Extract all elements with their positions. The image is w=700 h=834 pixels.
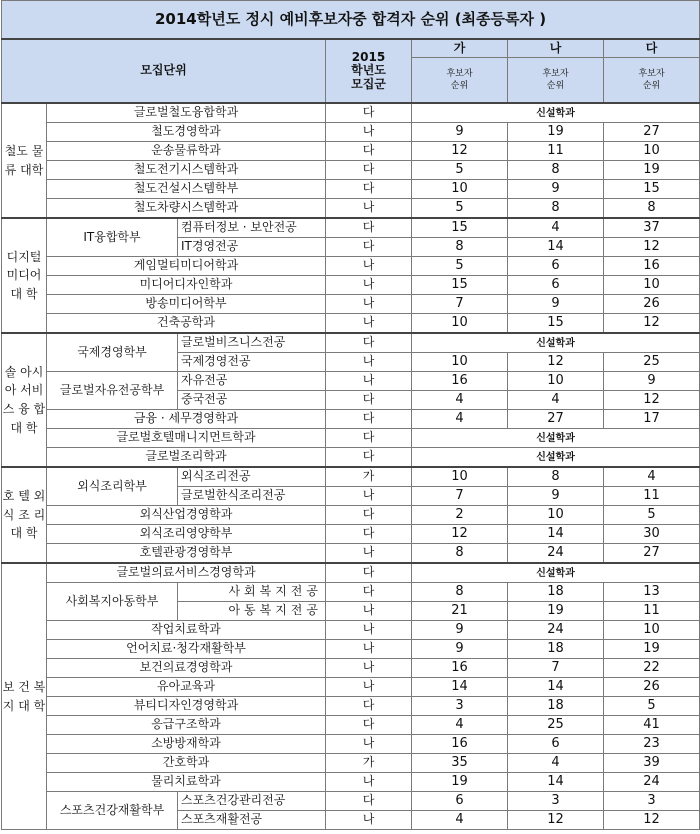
rank-ga: 8 bbox=[412, 544, 508, 564]
gun-cell: 다 bbox=[326, 448, 412, 468]
header-da-sub bbox=[604, 58, 700, 104]
unit-name: 언어치료·청각재활학부 bbox=[47, 640, 326, 659]
rank-ga: 16 bbox=[412, 659, 508, 678]
rank-na: 6 bbox=[508, 276, 604, 295]
rank-ga: 5 bbox=[412, 161, 508, 180]
header-gun bbox=[326, 39, 412, 103]
rank-ga: 5 bbox=[412, 257, 508, 276]
gun-cell: 다 bbox=[326, 716, 412, 735]
gun-cell: 다 bbox=[326, 391, 412, 410]
table-row bbox=[2, 697, 700, 716]
rank-na: 24 bbox=[508, 544, 604, 564]
unit-name: 철도차량시스템학과 bbox=[47, 199, 326, 219]
unit-name: 미디어디자인학과 bbox=[47, 276, 326, 295]
rank-ga: 4 bbox=[412, 716, 508, 735]
unit-name: 철도경영학과 bbox=[47, 123, 326, 142]
table-row bbox=[2, 429, 700, 448]
rank-da: 11 bbox=[604, 602, 700, 621]
rank-da: 30 bbox=[604, 525, 700, 544]
header-da-sub-line1: 후보자 bbox=[638, 68, 665, 79]
unit-name: 글로벌호텔매니지먼트학과 bbox=[47, 429, 326, 448]
new-dept-label: 신설학과 bbox=[412, 563, 700, 583]
unit-name: 국제경영전공 bbox=[178, 353, 326, 372]
rank-na: 27 bbox=[508, 410, 604, 429]
rank-na: 19 bbox=[508, 123, 604, 142]
gun-cell: 나 bbox=[326, 544, 412, 564]
rank-na: 12 bbox=[508, 811, 604, 830]
table-title: 2014학년도 정시 예비후보자중 합격자 순위 (최종등록자 ) bbox=[2, 1, 700, 40]
rank-ga: 4 bbox=[412, 410, 508, 429]
header-unit: 모집단위 bbox=[2, 39, 326, 103]
rank-da: 19 bbox=[604, 161, 700, 180]
rank-na: 15 bbox=[508, 314, 604, 334]
rank-ga: 16 bbox=[412, 372, 508, 391]
header-da-sub-line2: 순위 bbox=[642, 81, 661, 91]
table-row bbox=[2, 773, 700, 792]
rank-da: 25 bbox=[604, 353, 700, 372]
gun-cell: 나 bbox=[326, 659, 412, 678]
gun-cell: 나 bbox=[326, 678, 412, 697]
rank-da: 27 bbox=[604, 544, 700, 564]
unit-name: 중국전공 bbox=[178, 391, 326, 410]
header-ga-sub bbox=[412, 58, 508, 104]
college-hotel: 호 텔 외 식 조 리 대 학 bbox=[2, 467, 47, 563]
unit-name: 글로벌철도융합학과 bbox=[47, 103, 326, 123]
rank-ga: 10 bbox=[412, 314, 508, 334]
header-ga-sub-line2: 순위 bbox=[450, 81, 469, 91]
table-row bbox=[2, 583, 700, 602]
rank-da: 3 bbox=[604, 792, 700, 811]
rank-ga: 10 bbox=[412, 180, 508, 199]
rank-da: 23 bbox=[604, 735, 700, 754]
rank-ga: 21 bbox=[412, 602, 508, 621]
rank-da: 4 bbox=[604, 467, 700, 487]
group-name: 국제경영학부 bbox=[47, 333, 178, 372]
rank-ga: 2 bbox=[412, 506, 508, 525]
rank-da: 12 bbox=[604, 391, 700, 410]
unit-name: 아동복지전공 bbox=[178, 602, 326, 621]
rank-da: 24 bbox=[604, 773, 700, 792]
header-da: 다 bbox=[604, 39, 700, 58]
gun-cell: 나 bbox=[326, 314, 412, 334]
gun-cell: 나 bbox=[326, 276, 412, 295]
table-row bbox=[2, 218, 700, 238]
gun-cell: 나 bbox=[326, 811, 412, 830]
rank-ga: 9 bbox=[412, 123, 508, 142]
header-na-sub-line1: 후보자 bbox=[542, 68, 569, 79]
rank-ga: 9 bbox=[412, 621, 508, 640]
unit-name: 컴퓨터정보 · 보안전공 bbox=[178, 218, 326, 238]
rank-na: 9 bbox=[508, 295, 604, 314]
rank-ga: 8 bbox=[412, 583, 508, 602]
rank-da: 12 bbox=[604, 314, 700, 334]
rank-ga: 10 bbox=[412, 467, 508, 487]
gun-cell: 다 bbox=[326, 563, 412, 583]
table-row bbox=[2, 754, 700, 773]
table-row bbox=[2, 659, 700, 678]
new-dept-label: 신설학과 bbox=[412, 103, 700, 123]
unit-name: 물리치료학과 bbox=[47, 773, 326, 792]
rank-ga: 12 bbox=[412, 525, 508, 544]
rank-da: 10 bbox=[604, 142, 700, 161]
unit-name: 스포츠건강관리전공 bbox=[178, 792, 326, 811]
rank-da: 11 bbox=[604, 487, 700, 506]
rank-na: 4 bbox=[508, 754, 604, 773]
gun-cell: 나 bbox=[326, 640, 412, 659]
unit-name: 글로벌한식조리전공 bbox=[178, 487, 326, 506]
rank-ga: 3 bbox=[412, 697, 508, 716]
rank-ga: 9 bbox=[412, 640, 508, 659]
rank-da: 12 bbox=[604, 811, 700, 830]
rank-da: 15 bbox=[604, 180, 700, 199]
gun-cell: 나 bbox=[326, 735, 412, 754]
rank-da: 10 bbox=[604, 276, 700, 295]
group-name: 외식조리학부 bbox=[47, 467, 178, 506]
new-dept-label: 신설학과 bbox=[412, 333, 700, 353]
unit-name: 작업치료학과 bbox=[47, 621, 326, 640]
rank-da: 5 bbox=[604, 697, 700, 716]
table-row bbox=[2, 199, 700, 219]
college-health: 보 건 복 지 대 학 bbox=[2, 563, 47, 830]
gun-cell: 다 bbox=[326, 792, 412, 811]
unit-name: 자유전공 bbox=[178, 372, 326, 391]
header-ga: 가 bbox=[412, 39, 508, 58]
rank-da: 5 bbox=[604, 506, 700, 525]
rank-da: 26 bbox=[604, 678, 700, 697]
header-na-sub bbox=[508, 58, 604, 104]
group-name: 글로벌자유전공학부 bbox=[47, 372, 178, 410]
gun-cell: 다 bbox=[326, 161, 412, 180]
rank-da: 13 bbox=[604, 583, 700, 602]
college-railway: 철도 물류 대학 bbox=[2, 103, 47, 218]
table-row bbox=[2, 333, 700, 353]
header-na: 나 bbox=[508, 39, 604, 58]
rank-na: 24 bbox=[508, 621, 604, 640]
rank-na: 14 bbox=[508, 773, 604, 792]
unit-name: 운송물류학과 bbox=[47, 142, 326, 161]
rank-ga: 5 bbox=[412, 199, 508, 219]
header-gun-line1: 2015 bbox=[351, 50, 386, 65]
rank-na: 4 bbox=[508, 391, 604, 410]
rank-da: 9 bbox=[604, 372, 700, 391]
rank-na: 3 bbox=[508, 792, 604, 811]
table-row bbox=[2, 506, 700, 525]
unit-name: 방송미디어학부 bbox=[47, 295, 326, 314]
table-row bbox=[2, 103, 700, 123]
unit-name: 철도건설시스템학부 bbox=[47, 180, 326, 199]
unit-name: 스포츠재활전공 bbox=[178, 811, 326, 830]
rank-na: 19 bbox=[508, 602, 604, 621]
rank-na: 9 bbox=[508, 487, 604, 506]
gun-cell: 다 bbox=[326, 180, 412, 199]
rank-na: 14 bbox=[508, 525, 604, 544]
gun-cell: 가 bbox=[326, 467, 412, 487]
rank-na: 6 bbox=[508, 257, 604, 276]
rank-da: 22 bbox=[604, 659, 700, 678]
rank-da: 16 bbox=[604, 257, 700, 276]
gun-cell: 나 bbox=[326, 295, 412, 314]
gun-cell: 다 bbox=[326, 333, 412, 353]
table-row bbox=[2, 180, 700, 199]
unit-name: 게임멀티미디어학과 bbox=[47, 257, 326, 276]
rank-ga: 15 bbox=[412, 276, 508, 295]
unit-name: 건축공학과 bbox=[47, 314, 326, 334]
table-row bbox=[2, 410, 700, 429]
rank-na: 8 bbox=[508, 161, 604, 180]
rank-ga: 14 bbox=[412, 678, 508, 697]
gun-cell: 나 bbox=[326, 353, 412, 372]
table-row bbox=[2, 161, 700, 180]
unit-name: 외식조리전공 bbox=[178, 467, 326, 487]
gun-cell: 나 bbox=[326, 257, 412, 276]
rank-ga: 8 bbox=[412, 238, 508, 257]
unit-name: 보건의료경영학과 bbox=[47, 659, 326, 678]
rank-na: 18 bbox=[508, 583, 604, 602]
rank-na: 18 bbox=[508, 640, 604, 659]
table-row bbox=[2, 123, 700, 142]
gun-cell: 다 bbox=[326, 103, 412, 123]
rank-na: 12 bbox=[508, 353, 604, 372]
table-row bbox=[2, 735, 700, 754]
rank-ga: 16 bbox=[412, 735, 508, 754]
rank-na: 9 bbox=[508, 180, 604, 199]
rank-na: 7 bbox=[508, 659, 604, 678]
gun-cell: 다 bbox=[326, 429, 412, 448]
rank-ga: 7 bbox=[412, 295, 508, 314]
rank-da: 27 bbox=[604, 123, 700, 142]
table-row bbox=[2, 314, 700, 334]
table-row bbox=[2, 792, 700, 811]
group-name: 사회복지아동학부 bbox=[47, 583, 178, 621]
gun-cell: 다 bbox=[326, 525, 412, 544]
unit-name: 뷰티디자인경영학과 bbox=[47, 697, 326, 716]
gun-cell: 다 bbox=[326, 238, 412, 257]
unit-name: 철도전기시스템학과 bbox=[47, 161, 326, 180]
table-row bbox=[2, 467, 700, 487]
table-row bbox=[2, 295, 700, 314]
gun-cell: 나 bbox=[326, 602, 412, 621]
rank-da: 39 bbox=[604, 754, 700, 773]
college-digital: 디지털 미디어 대 학 bbox=[2, 218, 47, 333]
table-row bbox=[2, 563, 700, 583]
rank-da: 12 bbox=[604, 238, 700, 257]
rank-ga: 10 bbox=[412, 353, 508, 372]
table-row bbox=[2, 257, 700, 276]
gun-cell: 나 bbox=[326, 487, 412, 506]
table-row bbox=[2, 678, 700, 697]
rank-ga: 4 bbox=[412, 391, 508, 410]
table-row bbox=[2, 716, 700, 735]
gun-cell: 다 bbox=[326, 697, 412, 716]
table-row bbox=[2, 276, 700, 295]
unit-name: 금융 · 세무경영학과 bbox=[47, 410, 326, 429]
gun-cell: 가 bbox=[326, 754, 412, 773]
unit-name: 글로벌조리학과 bbox=[47, 448, 326, 468]
table-row bbox=[2, 372, 700, 391]
table-row bbox=[2, 525, 700, 544]
rank-da: 17 bbox=[604, 410, 700, 429]
rank-da: 37 bbox=[604, 218, 700, 238]
table-row bbox=[2, 544, 700, 564]
rank-ga: 6 bbox=[412, 792, 508, 811]
rank-na: 14 bbox=[508, 238, 604, 257]
gun-cell: 다 bbox=[326, 410, 412, 429]
group-name: 스포츠건강재활학부 bbox=[47, 792, 178, 830]
unit-name: 외식조리영양학부 bbox=[47, 525, 326, 544]
table-row bbox=[2, 142, 700, 161]
new-dept-label: 신설학과 bbox=[412, 448, 700, 468]
unit-name: 소방방재학과 bbox=[47, 735, 326, 754]
group-name: IT융합학부 bbox=[47, 218, 178, 257]
unit-name: IT경영전공 bbox=[178, 238, 326, 257]
gun-cell: 다 bbox=[326, 506, 412, 525]
table-row bbox=[2, 448, 700, 468]
rank-da: 41 bbox=[604, 716, 700, 735]
unit-name: 유아교육과 bbox=[47, 678, 326, 697]
unit-name: 간호학과 bbox=[47, 754, 326, 773]
rank-na: 14 bbox=[508, 678, 604, 697]
rank-na: 11 bbox=[508, 142, 604, 161]
gun-cell: 나 bbox=[326, 372, 412, 391]
rank-na: 10 bbox=[508, 372, 604, 391]
unit-name: 글로벌비즈니스전공 bbox=[178, 333, 326, 353]
rank-na: 8 bbox=[508, 467, 604, 487]
header-gun-line3: 모집군 bbox=[351, 76, 386, 91]
table-row bbox=[2, 640, 700, 659]
gun-cell: 나 bbox=[326, 621, 412, 640]
admission-rank-table bbox=[1, 0, 700, 830]
rank-na: 4 bbox=[508, 218, 604, 238]
rank-na: 10 bbox=[508, 506, 604, 525]
gun-cell: 다 bbox=[326, 142, 412, 161]
unit-name: 외식산업경영학과 bbox=[47, 506, 326, 525]
gun-cell: 다 bbox=[326, 583, 412, 602]
unit-name: 사회복지전공 bbox=[178, 583, 326, 602]
rank-ga: 19 bbox=[412, 773, 508, 792]
table-row bbox=[2, 621, 700, 640]
rank-da: 19 bbox=[604, 640, 700, 659]
rank-da: 26 bbox=[604, 295, 700, 314]
header-gun-line2: 학년도 bbox=[351, 63, 386, 78]
rank-da: 10 bbox=[604, 621, 700, 640]
gun-cell: 나 bbox=[326, 123, 412, 142]
rank-ga: 15 bbox=[412, 218, 508, 238]
unit-name: 호텔관광경영학부 bbox=[47, 544, 326, 564]
rank-ga: 12 bbox=[412, 142, 508, 161]
rank-na: 18 bbox=[508, 697, 604, 716]
rank-ga: 7 bbox=[412, 487, 508, 506]
rank-na: 8 bbox=[508, 199, 604, 219]
rank-ga: 35 bbox=[412, 754, 508, 773]
gun-cell: 나 bbox=[326, 199, 412, 219]
header-na-sub-line2: 순위 bbox=[546, 81, 565, 91]
rank-da: 8 bbox=[604, 199, 700, 219]
new-dept-label: 신설학과 bbox=[412, 429, 700, 448]
gun-cell: 다 bbox=[326, 218, 412, 238]
header-ga-sub-line1: 후보자 bbox=[446, 68, 473, 79]
unit-name: 응급구조학과 bbox=[47, 716, 326, 735]
rank-na: 6 bbox=[508, 735, 604, 754]
college-sol: 솔 아시아 서비스 융 합 대 학 bbox=[2, 333, 47, 467]
rank-ga: 4 bbox=[412, 811, 508, 830]
gun-cell: 나 bbox=[326, 773, 412, 792]
unit-name: 글로벌의료서비스경영학과 bbox=[47, 563, 326, 583]
rank-na: 25 bbox=[508, 716, 604, 735]
